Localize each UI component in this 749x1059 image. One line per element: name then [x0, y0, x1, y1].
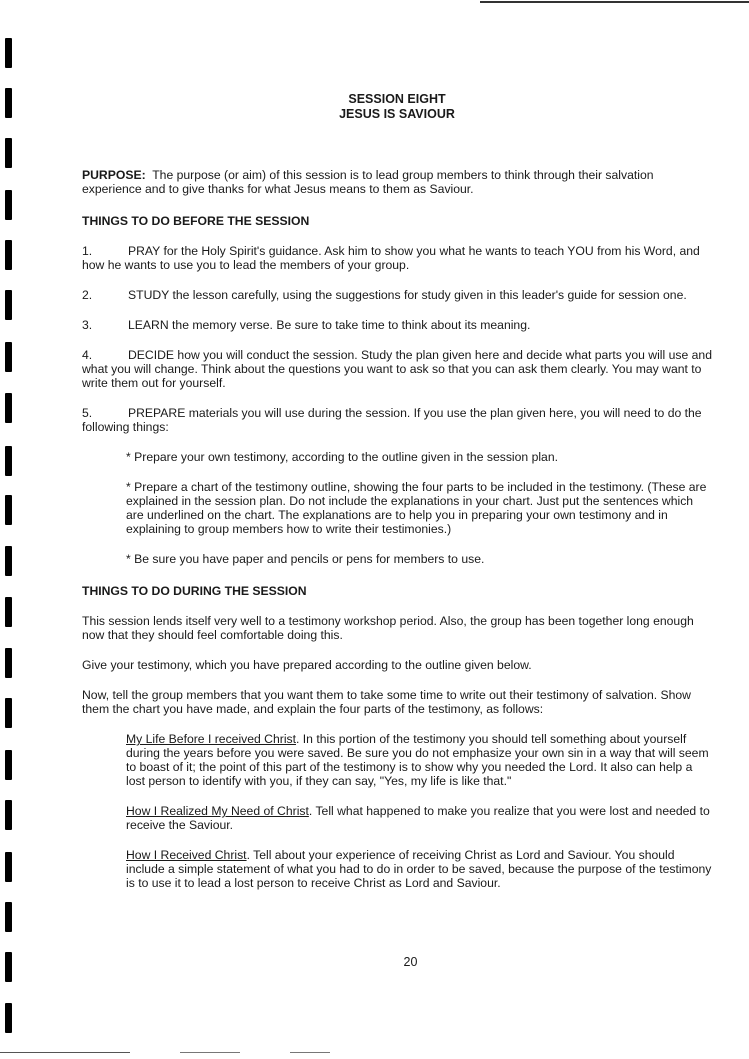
- binding-holes: [5, 0, 15, 1059]
- binding-hole-mark: [5, 240, 12, 270]
- binding-hole-mark: [5, 38, 12, 68]
- step-text: DECIDE how you will conduct the session. Study the plan given here and decide what parts you will use and what you will change. Think about the questions you want to ask so that you can ask them clearly. You may want to write them out for yourself.: [82, 348, 712, 390]
- binding-hole-mark: [5, 546, 12, 576]
- step-number: 5.: [82, 406, 93, 420]
- step-item: [82, 406, 712, 434]
- binding-hole-mark: [5, 190, 12, 220]
- title-line-1: SESSION EIGHT: [348, 92, 446, 106]
- bullet-item: * Be sure you have paper and pencils or pens for members to use.: [126, 552, 485, 566]
- testimony-part: [126, 804, 712, 832]
- testimony-part-title: How I Received Christ: [126, 848, 247, 862]
- step-item: [82, 318, 712, 332]
- binding-hole-mark: [5, 952, 12, 982]
- binding-hole-mark: [5, 698, 12, 728]
- step-item: [82, 244, 712, 272]
- binding-hole-mark: [5, 902, 12, 932]
- document-body: [82, 92, 712, 890]
- scan-edge-line: [180, 1052, 240, 1053]
- binding-hole-mark: [5, 138, 12, 168]
- binding-hole-mark: [5, 342, 12, 372]
- binding-hole-mark: [5, 750, 12, 780]
- step-item: [82, 348, 712, 390]
- testimony-part-text: . Tell about your experience of receiving Christ as Lord and Saviour. You should include a simple statement of what you had to do in order to be saved, because the purpose of the testimony is to use it to lead a lost person to receive Christ as Lord and Saviour.: [126, 848, 712, 890]
- binding-hole-mark: [5, 495, 12, 525]
- binding-hole-mark: [5, 648, 12, 678]
- binding-hole-mark: [5, 290, 12, 320]
- body-paragraph: This session lends itself very well to a testimony workshop period. Also, the group has been together long enough now that they should feel comfortable doing this.: [82, 614, 694, 642]
- testimony-part: [126, 732, 712, 788]
- binding-hole-mark: [5, 1003, 12, 1033]
- purpose-paragraph: [82, 168, 712, 196]
- step-item: [82, 288, 712, 302]
- testimony-part-title: How I Realized My Need of Christ: [126, 804, 309, 818]
- binding-hole-mark: [5, 597, 12, 627]
- scan-edge-line: [480, 1, 749, 3]
- step-text: STUDY the lesson carefully, using the suggestions for study given in this leader's guide for session one.: [128, 288, 687, 302]
- step-number: 2.: [82, 288, 93, 302]
- title-line-2: JESUS IS SAVIOUR: [339, 107, 455, 121]
- before-session-heading: THINGS TO DO BEFORE THE SESSION: [82, 214, 310, 228]
- session-title: [82, 92, 712, 122]
- step-text: PREPARE materials you will use during the session. If you use the plan given here, you will need to do the following things:: [82, 406, 702, 434]
- binding-hole-mark: [5, 88, 12, 118]
- testimony-part-title: My Life Before I received Christ: [126, 732, 297, 746]
- binding-hole-mark: [5, 852, 12, 882]
- body-paragraph: Now, tell the group members that you want them to take some time to write out their testimony of salvation. Show them the chart you have made, and explain the four parts of the testimony, as follows:: [82, 688, 691, 716]
- step-text: LEARN the memory verse. Be sure to take time to think about its meaning.: [128, 318, 531, 332]
- page-number: 20: [403, 955, 418, 969]
- step-number: 1.: [82, 244, 93, 258]
- testimony-part-text: . In this portion of the testimony you should tell something about yourself during the years before you were saved. Be sure you do not emphasize your own sin in a way that will seem to boast of it; the point of this part of the testimony is to show why you needed the Lord. It also can help a lost person to identify with you, if they can say, "Yes, my life is like that.": [126, 732, 709, 788]
- binding-hole-mark: [5, 446, 12, 476]
- body-paragraph: Give your testimony, which you have prepared according to the outline given below.: [82, 658, 532, 672]
- bullet-item: * Prepare your own testimony, according to the outline given in the session plan.: [126, 450, 559, 464]
- step-text: PRAY for the Holy Spirit's guidance. Ask him to show you what he wants to teach YOU from his Word, and how he wants to use you to lead the members of your group.: [82, 244, 700, 272]
- testimony-part: [126, 848, 712, 890]
- binding-hole-mark: [5, 393, 12, 423]
- purpose-text: The purpose (or aim) of this session is to lead group members to think through their salvation experience and to give thanks for what Jesus means to them as Saviour.: [82, 168, 654, 196]
- scan-edge-line: [290, 1052, 330, 1053]
- step-number: 4.: [82, 348, 93, 362]
- testimony-part-text: . Tell what happened to make you realize that you were lost and needed to receive the Saviour.: [126, 804, 710, 832]
- purpose-label: PURPOSE:: [82, 168, 146, 182]
- during-session-heading: THINGS TO DO DURING THE SESSION: [82, 584, 307, 598]
- scan-edge-line: [0, 1052, 130, 1053]
- binding-hole-mark: [5, 800, 12, 830]
- step-number: 3.: [82, 318, 93, 332]
- bullet-item: * Prepare a chart of the testimony outline, showing the four parts to be included in the testimony. (These are explained in the session plan. Do not include the explanations in your chart. Just put the sentences which are underlined on the chart. The explanations are to help you in preparing your own testimony and in explaining to group members how to write their testimonies.): [126, 480, 707, 536]
